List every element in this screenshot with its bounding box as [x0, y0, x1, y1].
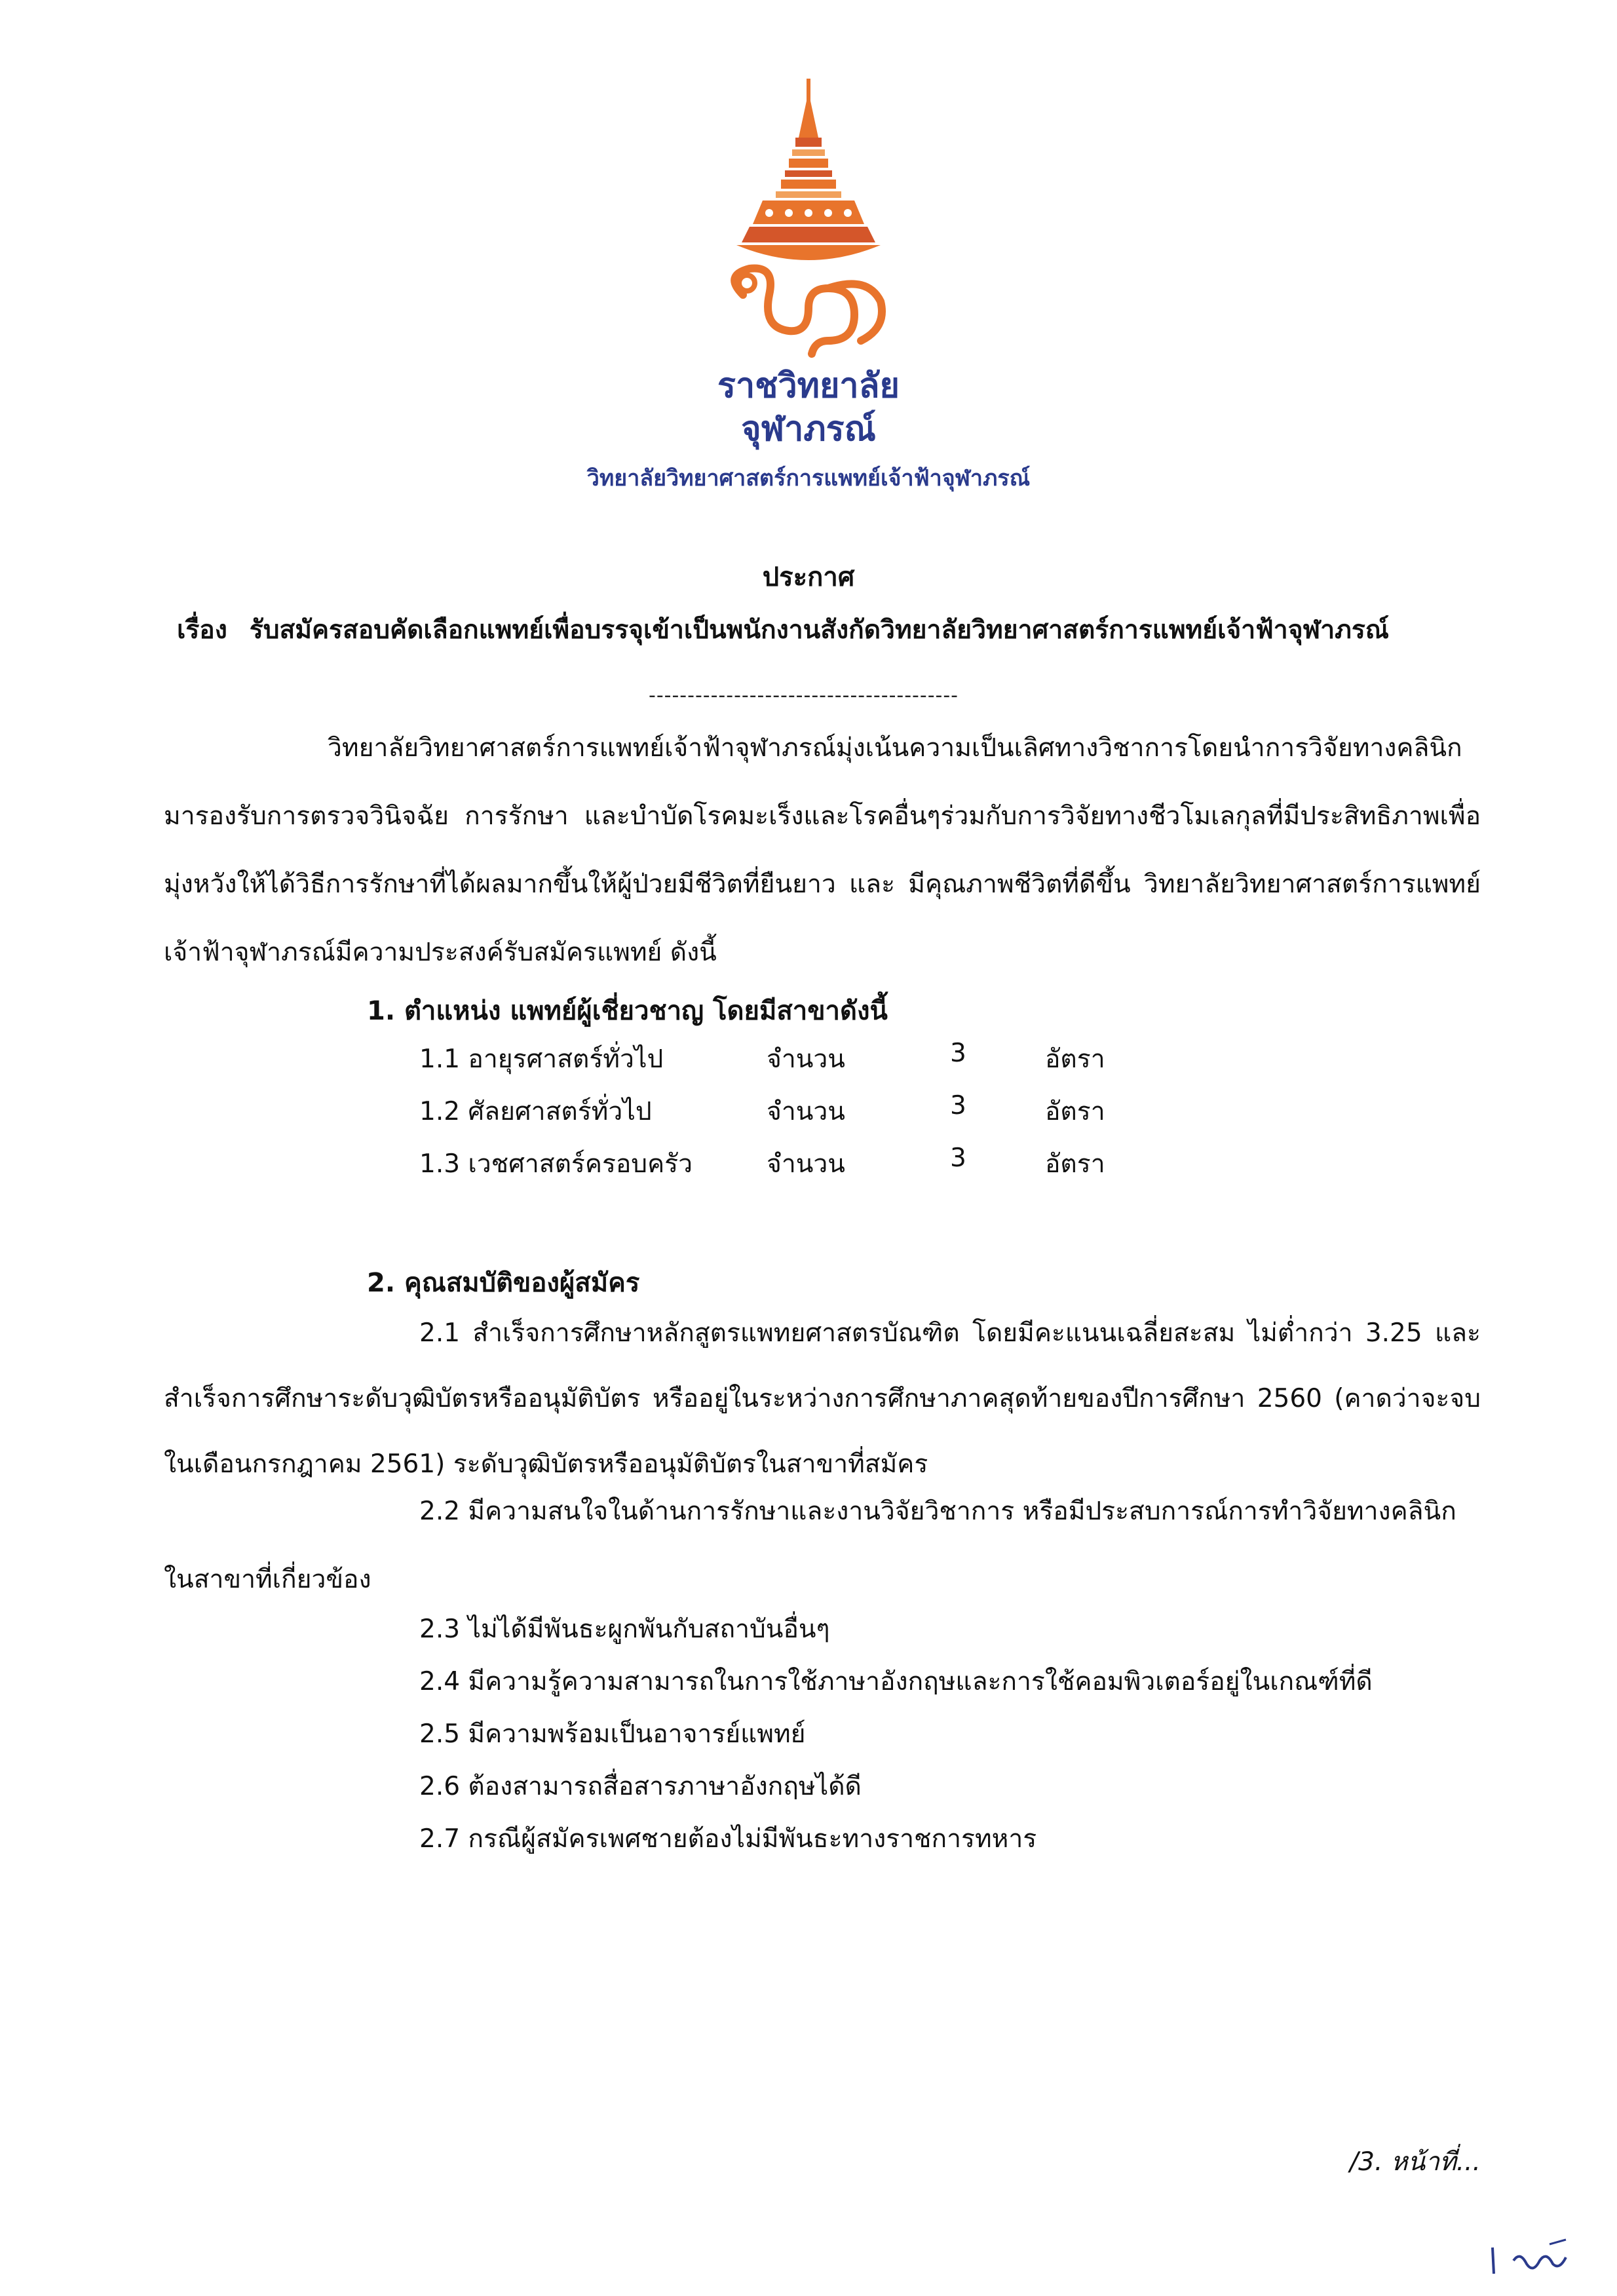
qualifications-heading: 2. คุณสมบัติของผู้สมัคร: [367, 1268, 640, 1298]
qualification-item: 2.3 ไม่ได้มีพันธะผูกพันกับสถาบันอื่นๆ: [419, 1615, 830, 1644]
position-qty-label: จำนวน: [767, 1149, 845, 1179]
position-name: 1.1 อายุรศาสตร์ทั่วไป: [419, 1044, 664, 1074]
position-qty-label: จำนวน: [767, 1044, 845, 1074]
position-qty: 3: [950, 1143, 966, 1173]
qualification-2-2: 2.2 มีความสนใจในด้านการรักษาและงานวิจัยวิชาการ หรือมีประสบการณ์การทำวิจัยทางคลินิกในสาขาที่เกี่ยวข้อง: [164, 1497, 1456, 1594]
position-name: 1.3 เวชศาสตร์ครอบครัว: [419, 1149, 693, 1179]
position-qty-label: จำนวน: [767, 1097, 845, 1126]
intro-paragraph: วิทยาลัยวิทยาศาสตร์การแพทย์เจ้าฟ้าจุฬาภรณ์มุ่งเน้นความเป็นเลิศทางวิชาการโดยนำการวิจัยทางคลินิกมารองรับการตรวจวินิจฉัย การรักษา และบำบัดโรคมะเร็งและโรคอื่นๆร่วมกับการวิจัยทางชีวโมเลกุลที่มีประสิทธิภาพเพื่อมุ่งหวังให้ได้วิธีการรักษาที่ได้ผลมากขึ้นให้ผู้ป่วยมีชีวิตที่ยืนยาว และ มีคุณภาพชีวิตที่ดีขึ้น วิทยาลัยวิทยาศาสตร์การแพทย์เจ้าฟ้าจุฬาภรณ์มีความประสงค์รับสมัครแพทย์ ดังนี้: [164, 733, 1481, 967]
position-name: 1.2 ศัลยศาสตร์ทั่วไป: [419, 1097, 652, 1126]
next-page-marker: /3. หน้าที่...: [1350, 2147, 1481, 2177]
college-logo: [697, 79, 920, 367]
position-unit: อัตรา: [1045, 1097, 1105, 1126]
qualification-item: 2.7 กรณีผู้สมัครเพศชายต้องไม่มีพันธะทางราชการทหาร: [419, 1824, 1037, 1854]
handwritten-initials: [1487, 2234, 1579, 2280]
announcement-title: ประกาศ: [762, 562, 855, 592]
subject-text: รับสมัครสอบคัดเลือกแพทย์เพื่อบรรจุเข้าเป็นพนักงานสังกัดวิทยาลัยวิทยาศาสตร์การแพทย์เจ้าฟ้าจุฬาภรณ์: [249, 615, 1389, 645]
royal-crown-emblem-icon: [697, 79, 920, 367]
position-unit: อัตรา: [1045, 1044, 1105, 1074]
positions-heading: 1. ตำแหน่ง แพทย์ผู้เชี่ยวชาญ โดยมีสาขาดังนี้: [367, 996, 888, 1026]
college-name: [546, 364, 1071, 451]
position-qty: 3: [950, 1039, 966, 1068]
qualification-item: 2.6 ต้องสามารถสื่อสารภาษาอังกฤษได้ดี: [419, 1772, 862, 1801]
divider: ----------------------------------------: [649, 684, 959, 707]
college-subtitle: วิทยาลัยวิทยาศาสตร์การแพทย์เจ้าฟ้าจุฬาภรณ์: [586, 465, 1031, 491]
position-row: [419, 1039, 1140, 1078]
college-name-line2: จุฬาภรณ์: [741, 410, 876, 449]
qualification-item: 2.5 มีความพร้อมเป็นอาจารย์แพทย์: [419, 1719, 806, 1749]
college-name-line1: ราชวิทยาลัย: [717, 366, 900, 406]
position-qty: 3: [950, 1091, 966, 1120]
qualification-2-1: 2.1 สำเร็จการศึกษาหลักสูตรแพทยศาสตรบัณฑิต โดยมีคะแนนเฉลี่ยสะสม ไม่ต่ำกว่า 3.25 และสำเร็จการศึกษาระดับวุฒิบัตรหรืออนุมัติบัตร หรืออยู่ในระหว่างการศึกษาภาคสุดท้ายของปีการศึกษา 2560 (คาดว่าจะจบในเดือนกรกฎาคม 2561) ระดับวุฒิบัตรหรืออนุมัติบัตรในสาขาที่สมัคร: [164, 1318, 1481, 1479]
position-unit: อัตรา: [1045, 1149, 1105, 1179]
subject-label: เรื่อง: [177, 615, 227, 645]
qualification-item: 2.4 มีความรู้ความสามารถในการใช้ภาษาอังกฤษและการใช้คอมพิวเตอร์อยู่ในเกณฑ์ที่ดี: [419, 1667, 1373, 1696]
position-row: [419, 1091, 1140, 1130]
announcement-subject: [177, 609, 1487, 650]
position-row: [419, 1143, 1140, 1183]
